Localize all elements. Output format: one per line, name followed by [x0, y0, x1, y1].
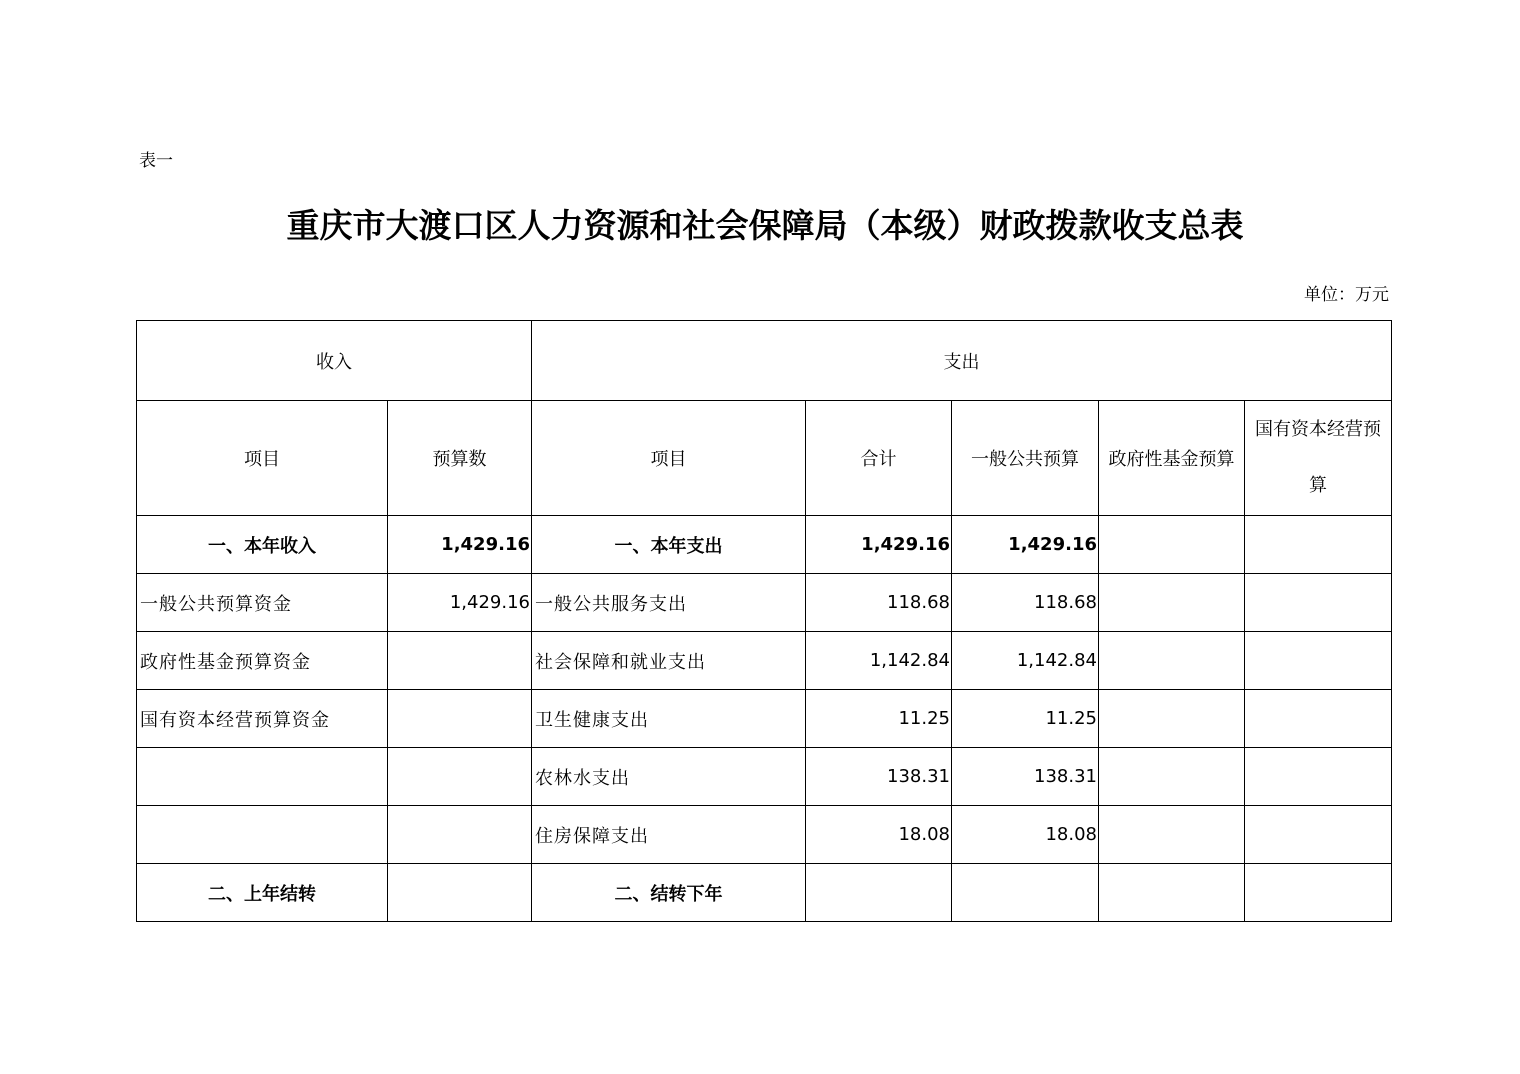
budget-summary-table — [136, 320, 1392, 922]
cell-state-capital-budget — [1245, 516, 1392, 574]
cell-gov-fund-budget — [1099, 748, 1245, 806]
income-header: 收入 — [137, 321, 532, 401]
cell-expense-item: 农林水支出 — [532, 748, 806, 806]
cell-income-item — [137, 806, 388, 864]
cell-income-budget: 1,429.16 — [388, 574, 532, 632]
cell-total: 1,142.84 — [806, 632, 952, 690]
cell-income-budget — [388, 806, 532, 864]
cell-income-item: 二、上年结转 — [137, 864, 388, 922]
cell-gov-fund-budget — [1099, 806, 1245, 864]
cell-income-budget: 1,429.16 — [388, 516, 532, 574]
cell-gov-fund-budget — [1099, 632, 1245, 690]
cell-income-item — [137, 748, 388, 806]
cell-general-budget: 18.08 — [952, 806, 1099, 864]
column-header-expense-item: 项目 — [532, 401, 806, 516]
table-row — [137, 690, 1392, 748]
column-header-row — [137, 401, 1392, 516]
cell-gov-fund-budget — [1099, 516, 1245, 574]
table-row — [137, 748, 1392, 806]
table-body — [137, 516, 1392, 922]
cell-state-capital-budget — [1245, 632, 1392, 690]
column-header-general-budget: 一般公共预算 — [952, 401, 1099, 516]
cell-total — [806, 864, 952, 922]
cell-total: 1,429.16 — [806, 516, 952, 574]
cell-income-budget — [388, 632, 532, 690]
table-row — [137, 574, 1392, 632]
table-row — [137, 806, 1392, 864]
cell-general-budget — [952, 864, 1099, 922]
table-label: 表一 — [139, 151, 173, 171]
cell-general-budget: 1,142.84 — [952, 632, 1099, 690]
cell-income-item: 一、本年收入 — [137, 516, 388, 574]
cell-general-budget: 138.31 — [952, 748, 1099, 806]
cell-income-item: 国有资本经营预算资金 — [137, 690, 388, 748]
table-row — [137, 632, 1392, 690]
cell-total: 118.68 — [806, 574, 952, 632]
cell-gov-fund-budget — [1099, 574, 1245, 632]
cell-general-budget: 11.25 — [952, 690, 1099, 748]
cell-state-capital-budget — [1245, 864, 1392, 922]
cell-income-budget — [388, 748, 532, 806]
document-title: 重庆市大渡口区人力资源和社会保障局（本级）财政拨款收支总表 — [286, 206, 1244, 245]
cell-state-capital-budget — [1245, 690, 1392, 748]
cell-expense-item: 一、本年支出 — [532, 516, 806, 574]
cell-general-budget: 118.68 — [952, 574, 1099, 632]
cell-expense-item: 二、结转下年 — [532, 864, 806, 922]
cell-income-budget — [388, 864, 532, 922]
cell-total: 138.31 — [806, 748, 952, 806]
column-header-state-capital-budget-text: 国有资本经营预算 — [1255, 419, 1382, 496]
column-header-total: 合计 — [806, 401, 952, 516]
expense-header: 支出 — [532, 321, 1392, 401]
cell-income-item: 政府性基金预算资金 — [137, 632, 388, 690]
unit-label: 单位：万元 — [1304, 285, 1389, 305]
cell-income-budget — [388, 690, 532, 748]
cell-state-capital-budget — [1245, 574, 1392, 632]
cell-state-capital-budget — [1245, 806, 1392, 864]
cell-state-capital-budget — [1245, 748, 1392, 806]
section-header-row — [137, 321, 1392, 401]
table-row — [137, 864, 1392, 922]
cell-general-budget: 1,429.16 — [952, 516, 1099, 574]
table-row — [137, 516, 1392, 574]
column-header-income-item: 项目 — [137, 401, 388, 516]
cell-income-item: 一般公共预算资金 — [137, 574, 388, 632]
cell-gov-fund-budget — [1099, 864, 1245, 922]
cell-total: 11.25 — [806, 690, 952, 748]
cell-gov-fund-budget — [1099, 690, 1245, 748]
column-header-gov-fund-budget: 政府性基金预算 — [1099, 401, 1245, 516]
cell-expense-item: 住房保障支出 — [532, 806, 806, 864]
cell-expense-item: 卫生健康支出 — [532, 690, 806, 748]
cell-expense-item: 社会保障和就业支出 — [532, 632, 806, 690]
cell-expense-item: 一般公共服务支出 — [532, 574, 806, 632]
column-header-income-budget: 预算数 — [388, 401, 532, 516]
cell-total: 18.08 — [806, 806, 952, 864]
column-header-state-capital-budget — [1245, 401, 1392, 516]
